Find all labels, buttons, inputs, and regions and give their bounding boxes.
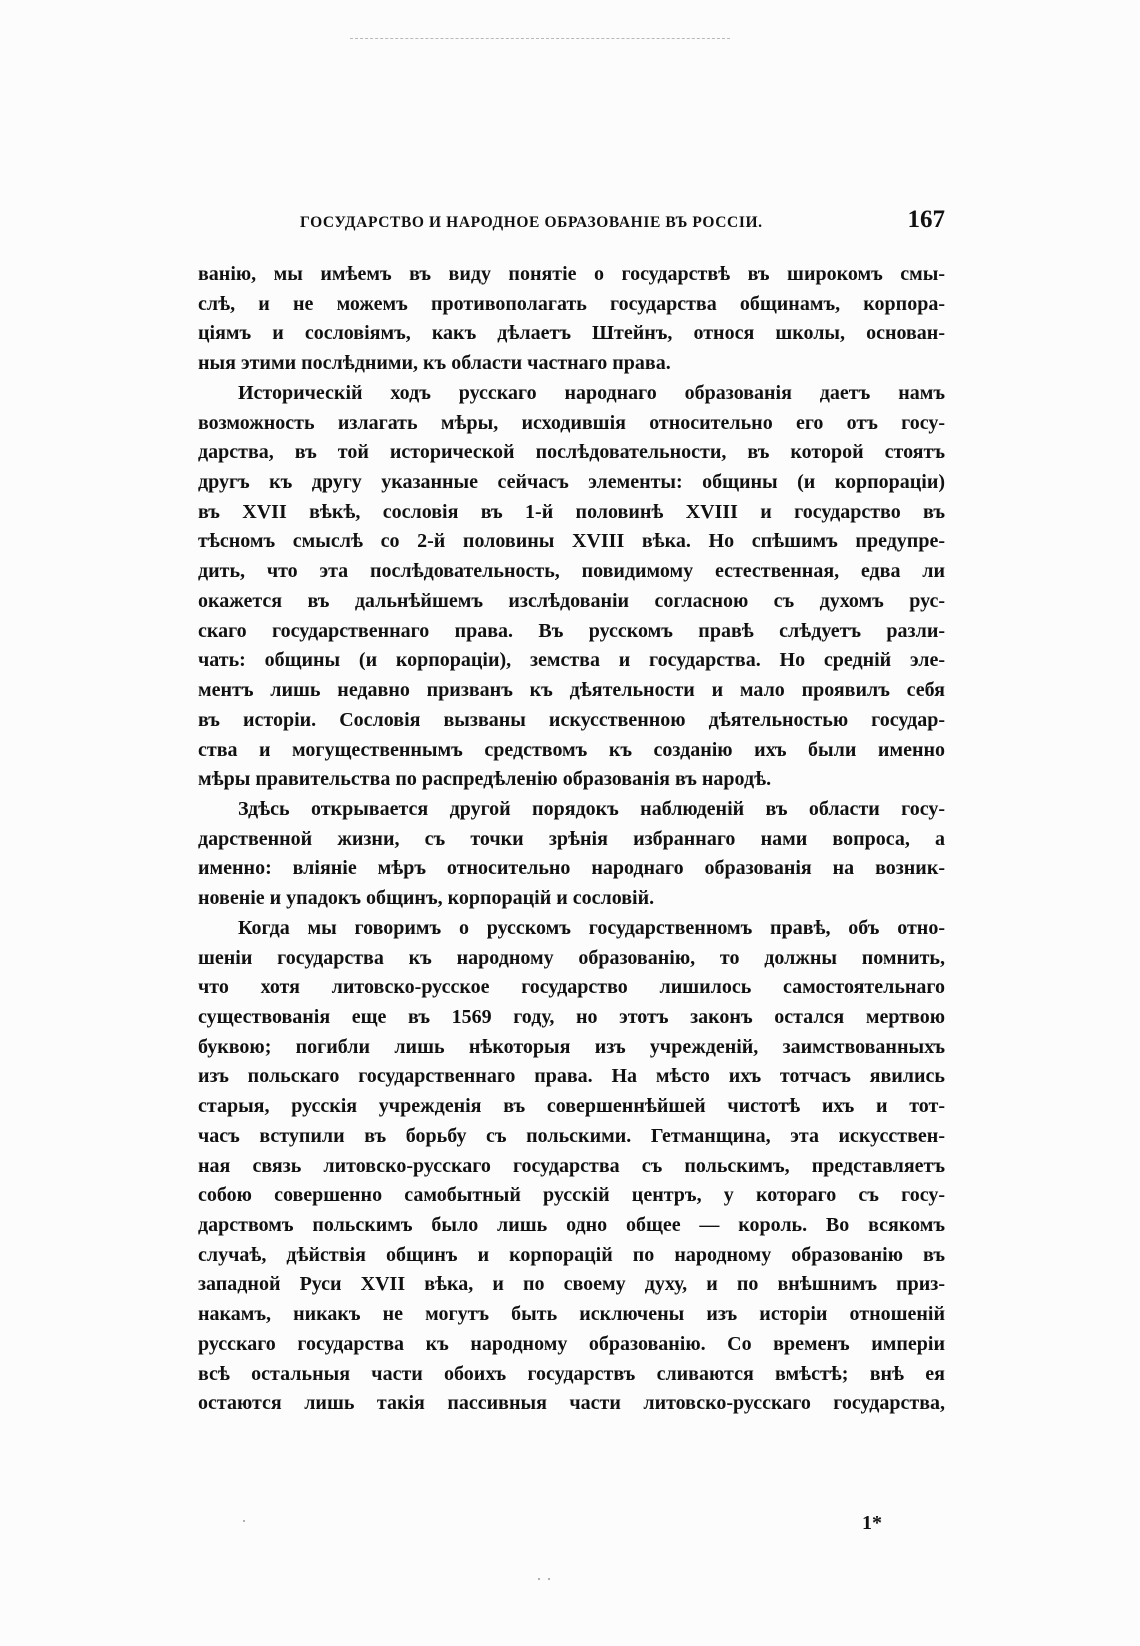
text-line: окажется въ дальнѣйшемъ изслѣдованіи согласною съ духомъ рус- — [198, 589, 945, 612]
text-line: собою совершенно самобытный русскій центръ, у котораго съ госу- — [198, 1184, 945, 1207]
text-line: накамъ, никакъ не могутъ быть исключены изъ исторіи отношеній — [198, 1303, 945, 1326]
text-line: именно: вліяніе мѣръ относительно народнаго образованія на возник- — [198, 857, 945, 880]
text-line: буквою; погибли лишь нѣкоторыя изъ учрежденій, заимствованныхъ — [198, 1035, 945, 1058]
text-line: дить, что эта послѣдовательность, повидимому естественная, едва ли — [198, 560, 945, 583]
text-line: скаго государственнаго права. Въ русскомъ правѣ слѣдуетъ разли- — [198, 619, 945, 642]
paper-speck — [538, 1578, 540, 1580]
paper-speck — [548, 1578, 550, 1580]
text-line: что хотя литовско-русское государство лишилось самостоятельнаго — [198, 976, 945, 999]
text-line: русскаго государства къ народному образованію. Со временъ имперіи — [198, 1332, 945, 1355]
page-header — [300, 206, 945, 236]
text-line: новеніе и упадокъ общинъ, корпорацій и сословій. — [198, 887, 655, 910]
text-line: чать: общины (и корпораціи), земства и государства. Но средній эле- — [198, 649, 945, 672]
text-line: всѣ остальныя части обоихъ государствъ сливаются вмѣстѣ; внѣ ея — [198, 1362, 945, 1385]
page-top-smudge-line — [350, 38, 730, 39]
text-line: другъ къ другу указанные сейчасъ элементы: общины (и корпораціи) — [198, 471, 945, 494]
text-line: ства и могущественнымъ средствомъ къ созданію ихъ были именно — [198, 738, 945, 761]
text-line: случаѣ, дѣйствія общинъ и корпорацій по народному образованію въ — [198, 1243, 945, 1266]
text-line: западной Руси XVII вѣка, и по своему духу, и по внѣшнимъ приз- — [198, 1273, 945, 1296]
text-line: часъ вступили въ борьбу съ польскими. Гетманщина, эта искусствен- — [198, 1124, 945, 1147]
paper-speck — [243, 1520, 245, 1522]
text-line: дарствомъ польскимъ было лишь одно общее — король. Во всякомъ — [198, 1214, 945, 1236]
text-line: остаются лишь такія пассивныя части литовско-русскаго государства, — [198, 1392, 945, 1415]
text-line: ныя этими послѣдними, къ области частнаго права. — [198, 352, 671, 375]
text-line: Здѣсь открывается другой порядокъ наблюденій въ области госу- — [238, 797, 945, 820]
text-line: ментъ лишь недавно призванъ къ дѣятельности и мало проявилъ себя — [198, 679, 945, 702]
text-line: дарства, въ той исторической послѣдовательности, въ которой стоятъ — [198, 441, 945, 464]
signature-mark: 1* — [862, 1512, 882, 1534]
text-line: мѣры правительства по распредѣленію образованія въ народѣ. — [198, 768, 772, 791]
page-number: 167 — [907, 206, 945, 233]
text-line: Когда мы говоримъ о русскомъ государственномъ правѣ, объ отно- — [238, 916, 945, 939]
text-line: дарственной жизни, съ точки зрѣнія избраннаго нами вопроса, а — [198, 827, 945, 850]
text-line: существованія еще въ 1569 году, но этотъ законъ остался мертвою — [198, 1005, 945, 1028]
text-line: ванію, мы имѣемъ въ виду понятіе о государствѣ въ широкомъ смы- — [198, 263, 945, 285]
running-head: ГОСУДАРСТВО И НАРОДНОЕ ОБРАЗОВАНІЕ ВЪ РОССІИ. — [300, 214, 763, 231]
text-line: тѣсномъ смыслѣ со 2-й половины XVIII вѣка. Но спѣшимъ предупре- — [198, 530, 945, 553]
text-line: шеніи государства къ народному образованію, то должны помнить, — [198, 946, 945, 969]
text-line: въ XVII вѣкѣ, сословія въ 1-й половинѣ XVIII и государство въ — [198, 500, 945, 523]
text-line: ціямъ и сословіямъ, какъ дѣлаетъ Штейнъ, относя школы, основан- — [198, 322, 945, 345]
text-line: слѣ, и не можемъ противополагать государства общинамъ, корпора- — [198, 292, 945, 315]
text-line: ная связь литовско-русскаго государства съ польскимъ, представляетъ — [198, 1154, 945, 1177]
body-text — [198, 260, 945, 1419]
text-line: возможность излагать мѣры, исходившія относительно его отъ госу- — [198, 411, 945, 434]
text-line: старыя, русскія учрежденія въ совершеннѣйшей чистотѣ ихъ и тот- — [198, 1095, 945, 1118]
text-line: изъ польскаго государственнаго права. На мѣсто ихъ тотчасъ явились — [198, 1065, 945, 1088]
text-line: Историческій ходъ русскаго народнаго образованія даетъ намъ — [238, 381, 945, 404]
text-line: въ исторіи. Сословія вызваны искусственною дѣятельностью государ- — [198, 708, 945, 731]
